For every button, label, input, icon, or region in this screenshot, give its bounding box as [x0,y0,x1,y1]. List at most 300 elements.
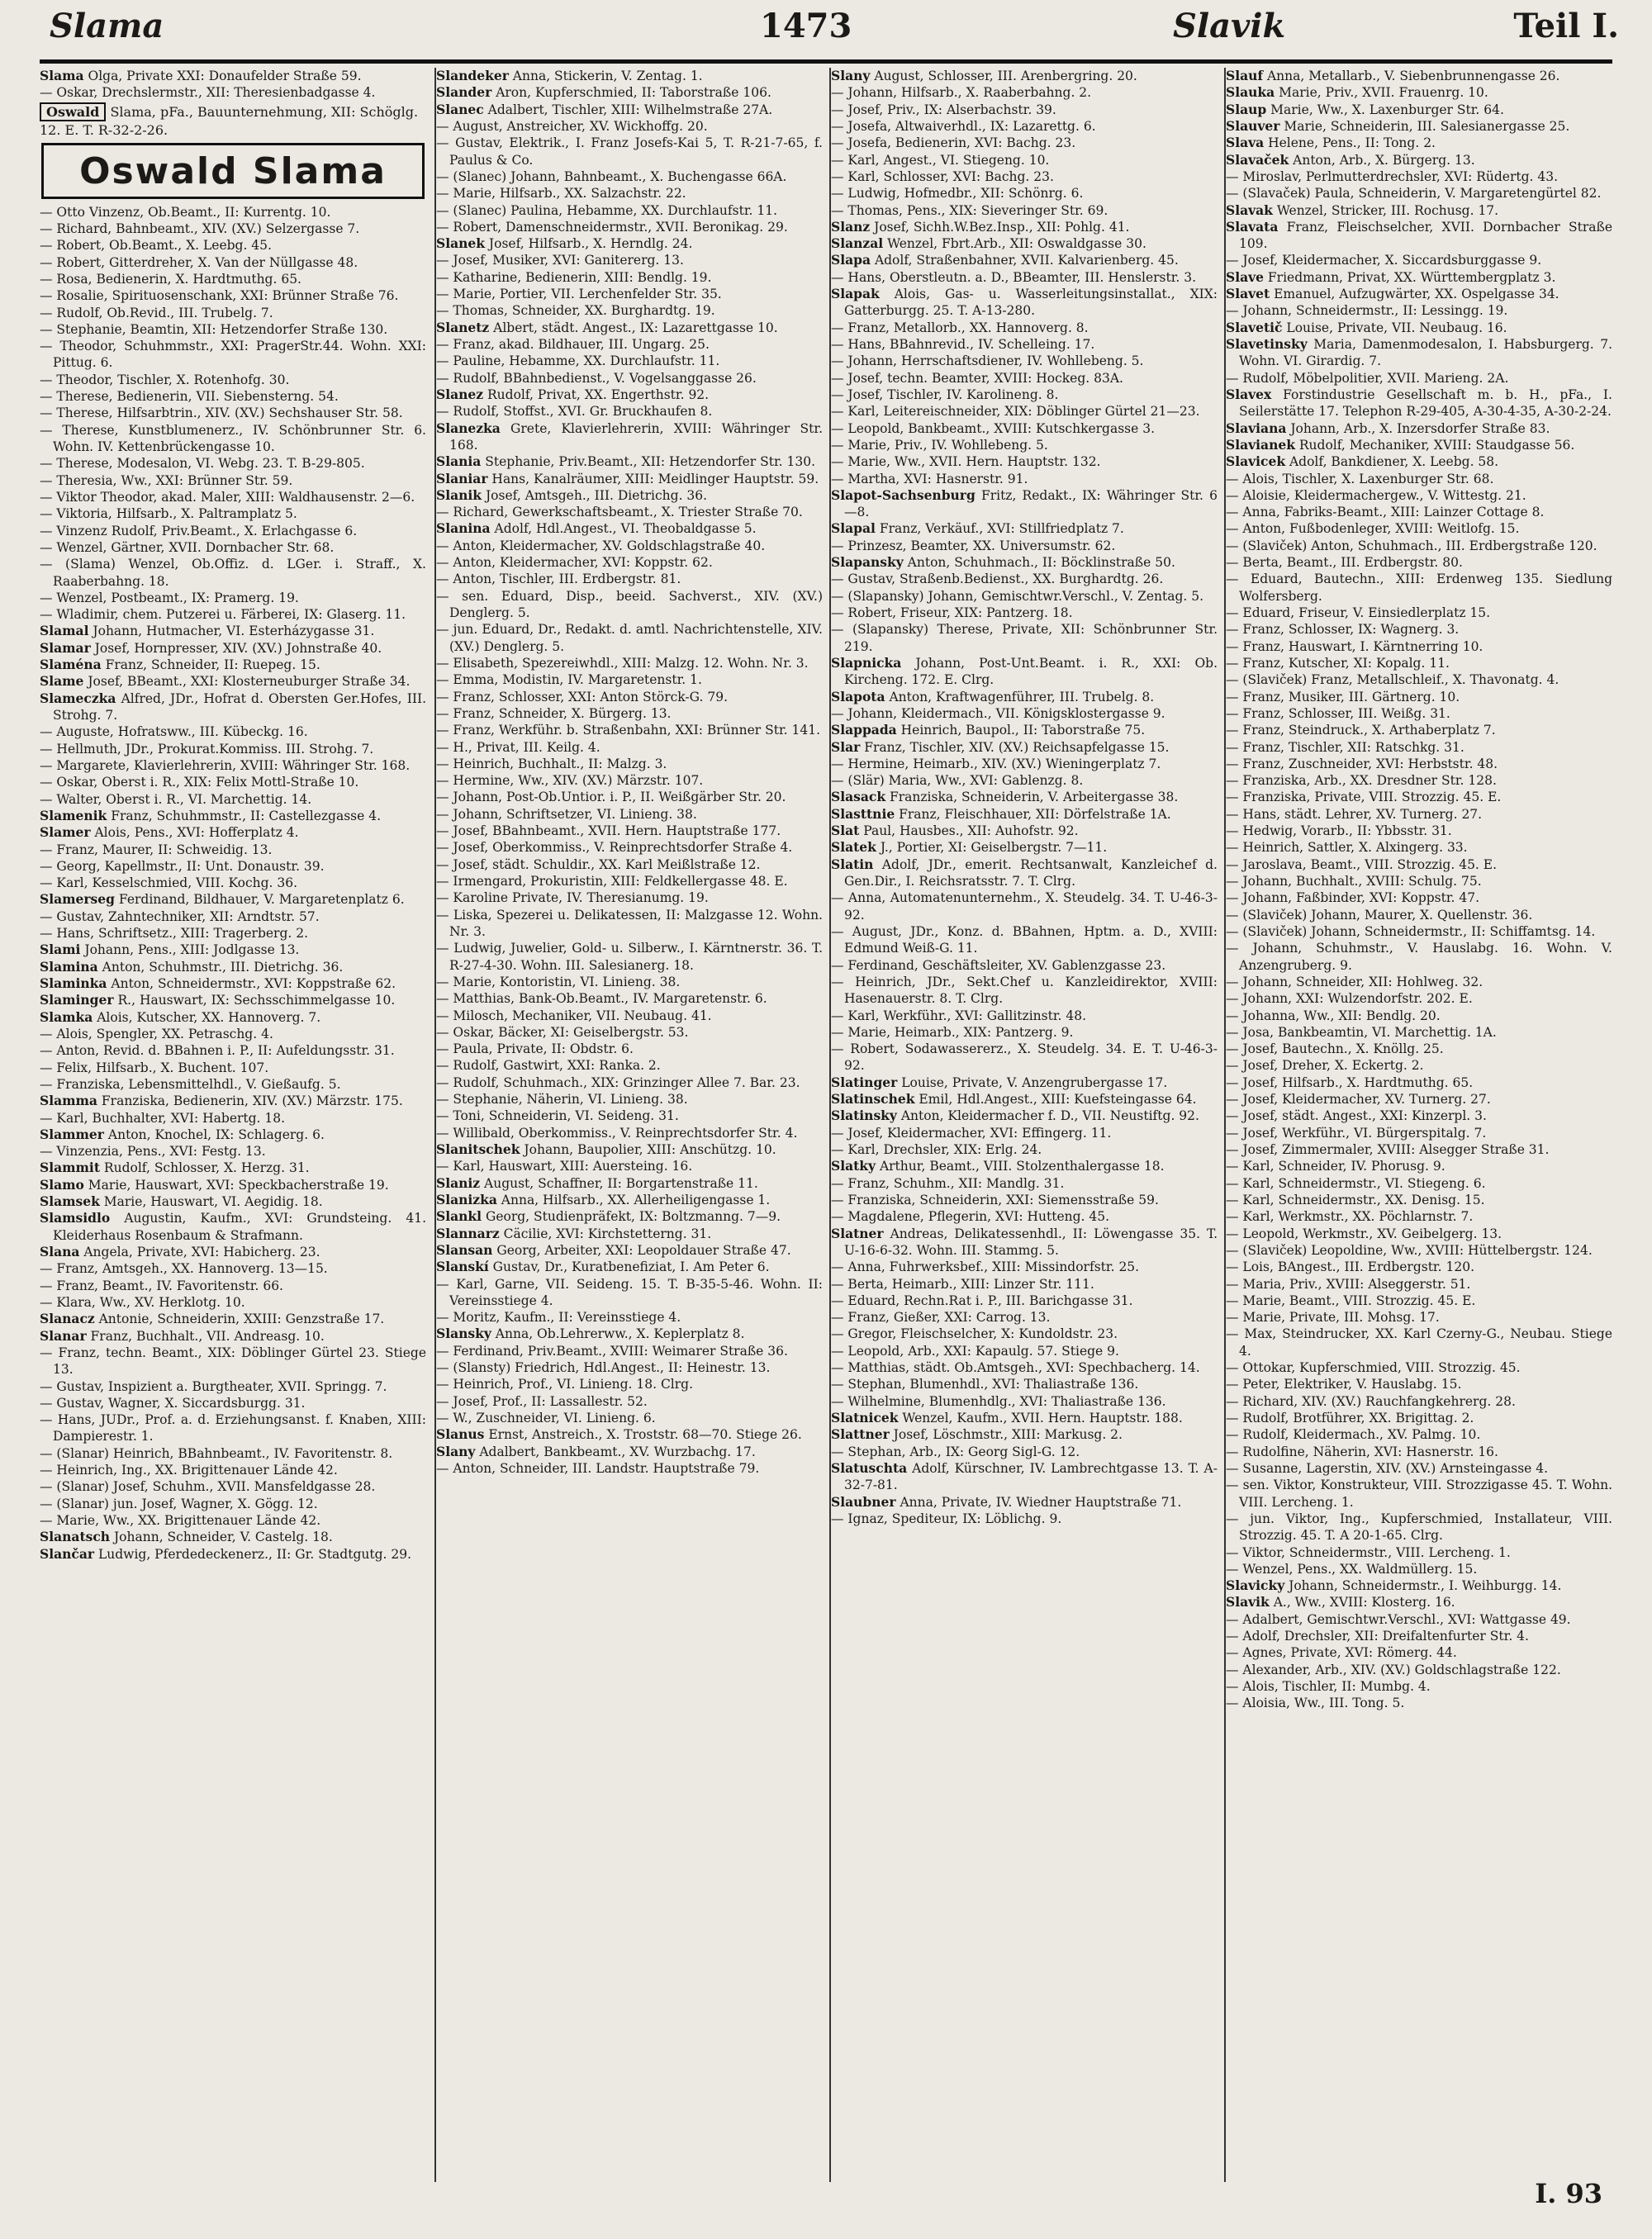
entry-surname: Slamerseg [40,891,115,908]
directory-entry: — Robert, Ob.Beamt., X. Leebg. 45. [40,238,272,254]
directory-entry: — Otto Vinzenz, Ob.Beamt., II: Kurrentg. 10. [40,204,331,220]
directory-entry: Slasttnie Franz, Fleischhauer, XII: Dörfelstraße 1A. [831,805,1171,822]
entry-surname: Slanitschek [436,1141,520,1157]
entry-surname: Slapota [831,688,885,704]
header-rule [40,59,1612,64]
directory-entry: — Franziska, Schneiderin, XXI: Siemensstraße 59. [831,1192,1159,1207]
directory-entry: Slaviana Johann, Arb., X. Inzersdorfer Straße 83. [1226,420,1550,436]
directory-entry: — Franz, Gießer, XXI: Carrog. 13. [831,1310,1051,1326]
entry-surname: Slavicek [1226,453,1286,470]
entry-surname: Slatinsky [831,1108,897,1124]
directory-entry: — Ferdinand, Priv.Beamt., XVIII: Weimarer Straße 36. [436,1343,788,1359]
directory-entry: — Hermine, Ww., XIV. (XV.) Märzstr. 107. [436,773,704,789]
directory-entry: — Wenzel, Pens., XX. Waldmüllerg. 15. [1226,1561,1478,1577]
entry-surname: Slander [436,84,492,101]
directory-entry: — Elisabeth, Spezereiwhdl., XIII: Malzg. 12. Wohn. Nr. 3. [436,655,809,671]
directory-entry: — Paula, Private, II: Obdstr. 6. [436,1041,634,1057]
entry-surname: Slavianek [1226,436,1295,453]
directory-entry: Slanina Adolf, Hdl.Angest., VI. Theobaldgasse 5. [436,520,757,537]
directory-entry: — Karoline Private, IV. Theresianumg. 19. [436,890,709,906]
entry-surname: Slauver [1226,117,1280,134]
directory-entry: — Josef, Kleidermacher, XVI: Effingerg. 11. [831,1125,1112,1141]
directory-entry: — Anton, Fußbodenleger, XVIII: Weitlofg. 15. [1226,521,1520,537]
entry-surname: Slatuschta [831,1459,908,1476]
directory-entry: — Robert, Sodawassererz., X. Steudelg. 34. E. T. U-46-3-92. [831,1041,1218,1074]
directory-entry: Slansan Georg, Arbeiter, XXI: Leopoldauer Straße 47. [436,1241,791,1258]
directory-entry: — Anna, Fuhrwerksbef., XIII: Missindorfstr. 25. [831,1259,1140,1275]
header-left-keyword: Slama [50,7,164,45]
directory-entry: — Marie, Beamt., VIII. Strozzig. 45. E. [1226,1293,1476,1308]
directory-entry: — Gustav, Straßenb.Bedienst., XX. Burghardtg. 26. [831,572,1164,587]
entry-surname: Slavaček [1226,151,1289,168]
directory-entry: Slavex Forstindustrie Gesellschaft m. b. H., pFa., I. Seilerstätte 17. Telephon R-29-405, A-30-4-35, A-30-2-24. [1226,386,1612,420]
entry-surname: Slavex [1226,386,1272,402]
directory-entry: — Marie, Kontoristin, VI. Linieng. 38. [436,974,681,989]
directory-entry: — Franz, Schuhm., XII: Mandlg. 31. [831,1175,1065,1191]
directory-entry: Slanez Rudolf, Privat, XX. Engerthstr. 92. [436,386,710,402]
entry-surname: Slansky [436,1326,491,1342]
directory-entry: — Lois, BAngest., III. Erdbergstr. 120. [1226,1259,1474,1275]
column-3-entries [831,68,1218,1527]
directory-entry: Slany Adalbert, Bankbeamt., XV. Wurzbachg. 17. [436,1443,756,1459]
directory-entry: — Martha, XVI: Hasnerstr. 91. [831,471,1028,486]
column-4 [1224,68,1612,2182]
directory-entry: — Gustav, Wagner, X. Siccardsburgg. 31. [40,1395,306,1411]
directory-entry: — Rudolf, Stoffst., XVI. Gr. Bruckhaufen 8. [436,404,713,420]
directory-entry: — jun. Eduard, Dr., Redakt. d. amtl. Nachrichtenstelle, XIV. (XV.) Denglerg. 5. [436,622,823,654]
entry-surname: Slappada [831,722,897,738]
column-4-entries [1226,68,1612,1712]
directory-entry: — Marie, Ww., XVII. Hern. Hauptstr. 132. [831,454,1101,470]
entry-surname: Slapak [831,286,880,302]
part-label: Teil I. [1513,7,1619,45]
directory-entry: Slamenik Franz, Schuhmmstr., II: Castellezgasse 4. [40,807,382,823]
directory-entry: — Josef, Dreher, X. Eckertg. 2. [1226,1058,1424,1074]
directory-entry: — Margarete, Klavierlehrerin, XVIII: Währinger Str. 168. [40,757,411,773]
directory-entry: — Hans, JUDr., Prof. a. d. Erziehungsanst. f. Knaben, XIII: Dampierestr. 1. [40,1412,426,1444]
directory-entry: — Agnes, Private, XVI: Römerg. 44. [1226,1645,1457,1661]
directory-entry: — Gustav, Elektrik., I. Franz Josefs-Kai 5, T. R-21-7-65, f. Paulus & Co. [436,135,823,168]
directory-entry: — Hans, BBahnrevid., IV. Schelleing. 17. [831,337,1095,352]
directory-columns [40,68,1612,2182]
directory-entry: Slar Franz, Tischler, XIV. (XV.) Reichsapfelgasse 15. [831,738,1170,755]
entry-surname: Slavata [1226,218,1279,235]
directory-entry: — Karl, Buchhalter, XVI: Habertg. 18. [40,1110,286,1126]
directory-entry: — Franz, techn. Beamt., XIX: Döblinger Gürtel 23. Stiege 13. [40,1345,426,1378]
entry-surname: Slanina [436,520,491,537]
directory-entry: — Toni, Schneiderin, VI. Seideng. 31. [436,1108,679,1124]
directory-entry: — Rudolf, Kleidermach., XV. Palmg. 10. [1226,1427,1481,1443]
directory-entry: — Theodor, Tischler, X. Rotenhofg. 30. [40,372,290,387]
directory-entry: — Vinzenzia, Pens., XVI: Festg. 13. [40,1144,266,1160]
directory-entry: — Leopold, Bankbeamt., XVIII: Kutschkergasse 3. [831,420,1156,436]
advertisement-box [41,143,425,199]
directory-entry: Slamsidlo Augustin, Kaufm., XVI: Grundsteing. 41. Kleiderhaus Rosenbaum & Strafmann. [40,1210,426,1243]
column-1-entries [40,204,426,1563]
entry-surname: Slankl [436,1208,482,1225]
entry-surname: Slany [436,1443,476,1459]
directory-entry: — Karl, Garne, VII. Seideng. 15. T. B-35-5-46. Wohn. II: Vereinsstiege 4. [436,1276,823,1308]
entry-surname: Slatin [831,856,874,872]
entry-surname: Slave [1226,268,1264,285]
directory-entry: — sen. Eduard, Disp., beeid. Sachverst., XIV. (XV.) Denglerg. 5. [436,588,823,620]
directory-entry: — Oskar, Bäcker, XI: Geiselbergstr. 53. [436,1024,689,1040]
directory-entry: — Oskar, Drechslermstr., XII: Theresienbadgasse 4. [40,85,376,101]
directory-entry: — Hans, Oberstleutn. a. D., BBeamter, III. Henslerstr. 3. [831,269,1197,285]
entry-surname: Slatinger [831,1074,898,1090]
directory-entry: — (Slanec) Johann, Bahnbeamt., X. Buchengasse 66A. [436,168,787,184]
entry-surname: Slania [436,453,482,470]
directory-entry: — Wenzel, Postbeamt., IX: Pramerg. 19. [40,590,299,605]
directory-entry: — Richard, Gewerkschaftsbeamt., X. Triester Straße 70. [436,505,803,520]
directory-entry: — Hermine, Heimarb., XIV. (XV.) Wieningerplatz 7. [831,756,1161,771]
directory-entry: — Josef, Zimmermaler, XVIII: Alsegger Straße 31. [1226,1142,1550,1157]
directory-entry: Slami Johann, Pens., XIII: Jodlgasse 13. [40,942,300,958]
directory-entry: — Anna, Automatenunternehm., X. Steudelg. 34. T. U-46-3-92. [831,890,1218,923]
directory-entry: — Peter, Elektriker, V. Hauslabg. 15. [1226,1377,1462,1392]
directory-entry: — Marie, Priv., IV. Wohllebeng. 5. [831,437,1048,453]
directory-entry: — (Slanar) Josef, Schuhm., XVII. Mansfeldgasse 28. [40,1479,376,1495]
column-2 [434,68,823,2182]
directory-entry: — Rudolf, Ob.Revid., III. Trubelg. 7. [40,305,273,320]
entry-surname: Slatky [831,1158,876,1174]
entry-surname: Slasttnie [831,805,895,822]
directory-entry: Slatnicek Wenzel, Kaufm., XVII. Hern. Hauptstr. 188. [831,1410,1183,1425]
directory-entry: — Franziska, Lebensmittelhdl., V. Gießaufg. 5. [40,1076,341,1092]
directory-entry: — Karl, Werkführ., XVI: Gallitzinstr. 48. [831,1008,1087,1023]
entry-surname: Slanacz [40,1311,95,1327]
directory-entry: Slaniar Hans, Kanalräumer, XIII: Meidlinger Hauptstr. 59. [436,470,819,486]
directory-entry: — Karl, Leitereischneider, XIX: Döblinger Gürtel 21—23. [831,404,1200,420]
directory-entry: Slauf Anna, Metallarb., V. Siebenbrunnengasse 26. [1226,68,1560,83]
directory-entry: — Marie, Hilfsarb., XX. Salzachstr. 22. [436,186,686,202]
directory-entry: — Heinrich, JDr., Sekt.Chef u. Kanzleidirektor, XVIII: Hasenauerstr. 8. T. Clrg. [831,974,1218,1007]
directory-entry: — Wilhelmine, Blumenhdlg., XVI: Thaliastraße 136. [831,1393,1166,1409]
entry-surname: Slapansky [831,554,904,571]
directory-entry: Slapa Adolf, Straßenbahner, XVII. Kalvarienberg. 45. [831,252,1179,268]
directory-entry: — Ignaz, Spediteur, IX: Löblichg. 9. [831,1511,1062,1526]
directory-entry: — Josef, Werkführ., VI. Bürgerspitalg. 7. [1226,1125,1487,1141]
entry-surname: Slatner [831,1225,884,1241]
directory-entry: — Heinrich, Buchhalt., II: Malzg. 3. [436,756,667,771]
entry-surname: Slatinschek [831,1091,915,1108]
directory-entry: — Karl, Schneidermstr., XX. Denisg. 15. [1226,1192,1485,1207]
directory-entry: — Franz, Zuschneider, XVI: Herbststr. 48. [1226,756,1498,771]
directory-entry: Slanizka Anna, Hilfsarb., XX. Allerheiligengasse 1. [436,1191,771,1207]
directory-entry: — Stephan, Blumenhdl., XVI: Thaliastraße 136. [831,1377,1139,1392]
directory-entry: Slatinschek Emil, Hdl.Angest., XIII: Kuefsteingasse 64. [831,1091,1197,1108]
directory-entry: — Hans, städt. Lehrer, XV. Turnerg. 27. [1226,806,1483,822]
directory-entry: Slappada Heinrich, Baupol., II: Taborstraße 75. [831,722,1146,738]
directory-entry: Slanik Josef, Amtsgeh., III. Dietrichg. 36. [436,486,708,503]
directory-entry: — Maria, Priv., XVIII: Alseggerstr. 51. [1226,1276,1471,1292]
entry-surname: Slameczka [40,690,116,706]
directory-entry: Slapal Franz, Verkäuf., XVI: Stillfriedplatz 7. [831,520,1124,537]
directory-entry: — Josefa, Altwaiverhdl., IX: Lazarettg. 6. [831,118,1096,134]
directory-entry: Slapansky Anton, Schuhmach., II: Böcklinstraße 50. [831,554,1175,571]
entry-surname: Slatnicek [831,1410,899,1425]
directory-entry: Slammer Anton, Knochel, IX: Schlagerg. 6. [40,1126,325,1142]
directory-entry: — Robert, Damenschneidermstr., XVII. Beronikag. 29. [436,219,788,235]
directory-entry: Slaména Franz, Schneider, II: Ruepeg. 15. [40,657,320,673]
directory-entry: — Anton, Revid. d. BBahnen i. P., II: Aufeldungsstr. 31. [40,1043,395,1059]
directory-entry: — Vinzenz Rudolf, Priv.Beamt., X. Erlachgasse 6. [40,523,358,538]
directory-entry: Slanec Adalbert, Tischler, XIII: Wilhelmstraße 27A. [436,101,773,117]
entry-surname: Slaména [40,657,102,673]
directory-entry: — Marie, Portier, VII. Lerchenfelder Str. 35. [436,287,722,302]
directory-entry: Slamma Franziska, Bedienerin, XIV. (XV.) Märzstr. 175. [40,1093,403,1109]
directory-entry: Slamsek Marie, Hauswart, VI. Aegidig. 18. [40,1193,323,1210]
directory-entry: — Josefa, Bedienerin, XVI: Bachg. 23. [831,135,1076,151]
directory-entry: — Katharine, Bedienerin, XIII: Bendlg. 19. [436,269,712,285]
entry-surname: Slavak [1226,202,1273,218]
directory-entry: — Johann, Schriftsetzer, VI. Linieng. 38. [436,806,697,822]
entry-surname: Slamer [40,824,91,841]
directory-entry: — Heinrich, Prof., VI. Linieng. 18. Clrg. [436,1377,694,1392]
directory-entry: Slasack Franziska, Schneiderin, V. Arbeitergasse 38. [831,789,1179,805]
directory-entry: — Wenzel, Gärtner, XVII. Dornbacher Str. 68. [40,539,335,555]
directory-entry: — Franz, Steindruck., X. Arthaberplatz 7. [1226,723,1496,738]
entry-surname: Slattner [831,1426,890,1443]
entry-surname: Slat [831,823,860,839]
entry-surname: Slasack [831,789,886,805]
directory-entry: — Josef, Bautechn., X. Knöllg. 25. [1226,1041,1444,1057]
directory-entry: Slavata Franz, Fleischselcher, XVII. Dornbacher Straße 109. [1226,218,1612,252]
entry-surname: Slančar [40,1545,95,1562]
directory-entry: — Aloisia, Ww., III. Tong. 5. [1226,1696,1405,1711]
directory-entry: — Jaroslava, Beamt., VIII. Strozzig. 45. E. [1226,856,1498,872]
entry-surname: Slanskí [436,1259,489,1275]
directory-entry: Slamal Johann, Hutmacher, VI. Esterházygasse 31. [40,623,375,639]
directory-entry: Slavet Emanuel, Aufzugwärter, XX. Ospelgasse 34. [1226,286,1559,302]
directory-entry: Slančar Ludwig, Pferdedeckenerz., II: Gr. Stadtgutg. 29. [40,1545,412,1562]
entry-surname: Slanatsch [40,1529,111,1545]
directory-entry: Slamina Anton, Schuhmstr., III. Dietrichg. 36. [40,958,344,975]
directory-entry: — Rudolf, Schuhmach., XIX: Grinzinger Allee 7. Bar. 23. [436,1074,800,1090]
entry-surname: Slar [831,738,861,755]
directory-entry: — August, JDr., Konz. d. BBahnen, Hptm. a. D., XVIII: Edmund Weiß-G. 11. [831,923,1218,956]
entry-surname: Slanizka [436,1191,497,1207]
directory-entry: — Anton, Kleidermacher, XVI: Koppstr. 62. [436,555,713,571]
directory-entry: Slava Helene, Pens., II: Tong. 2. [1226,135,1436,151]
directory-entry: — Rudolf, Möbelpolitier, XVII. Marieng. 2A. [1226,370,1509,386]
directory-entry: — Richard, Bahnbeamt., XIV. (XV.) Selzergasse 7. [40,221,360,236]
directory-entry: — Karl, Schneidermstr., VI. Stiegeng. 6. [1226,1175,1486,1191]
entry-surname: Slavetinsky [1226,336,1308,352]
header-right-keyword: Slavik [1173,7,1286,45]
directory-entry: Slapota Anton, Kraftwagenführer, III. Trubelg. 8. [831,688,1155,704]
entry-surname: Slamka [40,1008,93,1025]
directory-entry: Slanz Josef, Sichh.W.Bez.Insp., XII: Pohlg. 41. [831,218,1130,235]
directory-entry: — Karl, Schneider, IV. Phorusg. 9. [1226,1159,1446,1174]
directory-entry: — Ludwig, Hofmedbr., XII: Schönrg. 6. [831,186,1084,202]
directory-entry: — Thomas, Schneider, XX. Burghardtg. 19. [436,303,715,319]
directory-entry: — Walter, Oberst i. R., VI. Marchettig. 14. [40,791,312,807]
entry-surname: Slatek [831,839,876,856]
directory-entry: — Karl, Angest., VI. Stiegeng. 10. [831,152,1050,168]
directory-entry: — (Slaviček) Franz, Metallschleif., X. Thavonatg. 4. [1226,672,1559,688]
entry-surname: Slaniz [436,1174,481,1191]
directory-entry: Slapnicka Johann, Post-Unt.Beamt. i. R., XXI: Ob. Kircheng. 172. E. Clrg. [831,654,1218,688]
directory-entry: — Johann, XXI: Wulzendorfstr. 202. E. [1226,991,1473,1007]
entry-surname: Slanez [436,386,484,402]
directory-entry: Slave Friedmann, Privat, XX. Württembergplatz 3. [1226,268,1556,285]
directory-entry: Slany August, Schlosser, III. Arenbergring. 20. [831,68,1137,83]
directory-entry: Slatinger Louise, Private, V. Anzengrubergasse 17. [831,1074,1168,1090]
entry-surname: Slaup [1226,101,1267,117]
entry-surname: Slavetič [1226,319,1283,335]
directory-entry: — (Slär) Maria, Ww., XVI: Gablenzg. 8. [831,773,1084,789]
entry-surname: Slany [831,68,871,83]
directory-entry: Slannarz Cäcilie, XVI: Kirchstetterng. 31. [436,1225,712,1241]
directory-entry: — Johann, Schuhmstr., V. Hauslabg. 16. Wohn. V. Anzengruberg. 9. [1226,941,1612,973]
directory-entry: Slandeker Anna, Stickerin, V. Zentag. 1. [436,68,703,83]
directory-entry: Slania Stephanie, Priv.Beamt., XII: Hetzendorfer Str. 130. [436,453,816,470]
directory-entry: — Anton, Kleidermacher, XV. Goldschlagstraße 40. [436,538,766,553]
page-reference: I. 93 [1535,2178,1602,2209]
directory-entry: — Adolf, Drechsler, XII: Dreifaltenfurter Str. 4. [1226,1629,1529,1644]
directory-entry: Slavetič Louise, Private, VII. Neubaug. 16. [1226,319,1507,335]
directory-entry: — (Slaviček) Leopoldine, Ww., XVIII: Hüttelbergstr. 124. [1226,1242,1593,1258]
directory-entry: Slanatsch Johann, Schneider, V. Castelg. 18. [40,1529,333,1545]
directory-entry: Slamerseg Ferdinand, Bildhauer, V. Margaretenplatz 6. [40,891,405,908]
directory-entry: — Franz, Werkführ. b. Straßenbahn, XXI: Brünner Str. 141. [436,723,821,738]
directory-entry: — Marie, Heimarb., XIX: Pantzerg. 9. [831,1024,1074,1040]
entry-surname: Slansan [436,1241,493,1258]
directory-entry: — Stephan, Arb., IX: Georg Sigl-G. 12. [831,1444,1080,1459]
directory-entry: Slavaček Anton, Arb., X. Bürgerg. 13. [1226,151,1475,168]
entry-surname: Slame [40,673,84,690]
directory-entry: Slanek Josef, Hilfsarb., X. Herndlg. 24. [436,235,693,252]
directory-entry: — (Slanec) Paulina, Hebamme, XX. Durchlaufstr. 11. [436,202,778,218]
directory-entry: Slanar Franz, Buchhalt., VII. Andreasg. 10. [40,1327,325,1344]
directory-entry: — Johann, Buchhalt., XVIII: Schulg. 75. [1226,874,1482,889]
directory-entry: — Gustav, Zahntechniker, XII: Arndtstr. 57. [40,908,320,924]
directory-entry: — (Slaviček) Anton, Schuhmach., III. Erdbergstraße 120. [1226,538,1597,553]
column-1-entries-top [40,68,426,102]
directory-entry: — Eduard, Bautechn., XIII: Erdenweg 135. Siedlung Wolfersberg. [1226,572,1612,604]
directory-entry: Slanetz Albert, städt. Angest., IX: Lazarettgasse 10. [436,319,778,335]
directory-entry: — Eduard, Friseur, V. Einsiedlerplatz 15. [1226,605,1491,620]
entry-surname: Slamsidlo [40,1210,111,1226]
directory-entry: — Leopold, Werkmstr., XV. Geibelgerg. 13. [1226,1226,1502,1241]
directory-entry: — Ferdinand, Geschäftsleiter, XV. Gablenzgasse 23. [831,957,1166,973]
directory-entry: — Anton, Tischler, III. Erdbergstr. 81. [436,572,681,587]
directory-entry: — Heinrich, Ing., XX. Brigittenauer Lände 42. [40,1463,338,1478]
directory-entry: Slatek J., Portier, XI: Geiselbergstr. 7—11. [831,839,1108,856]
directory-entry: — Pauline, Hebamme, XX. Durchlaufstr. 11. [436,353,720,369]
directory-entry: — Susanne, Lagerstin, XIV. (XV.) Arnsteingasse 4. [1226,1460,1549,1476]
entry-surname: Slana [40,1244,80,1259]
directory-entry: — Anton, Schneider, III. Landstr. Hauptstraße 79. [436,1460,760,1476]
directory-entry: — (Slaviček) Johann, Schneidermstr., II: Schiffamtsg. 14. [1226,923,1596,939]
directory-entry: — Eduard, Rechn.Rat i. P., III. Barichgasse 31. [831,1293,1133,1308]
directory-entry: Slaminger R., Hauswart, IX: Sechsschimmelgasse 10. [40,992,396,1008]
entry-surname: Slamsek [40,1193,100,1210]
directory-entry: — (Slansty) Friedrich, Hdl.Angest., II: Heinestr. 13. [436,1360,771,1376]
directory-entry: Slameczka Alfred, JDr., Hofrat d. Obersten Ger.Hofes, III. Strohg. 7. [40,690,426,723]
directory-entry: — Magdalene, Pflegerin, XVI: Hutteng. 45. [831,1209,1110,1225]
directory-entry: — Viktor Theodor, akad. Maler, XIII: Waldhausenstr. 2—6. [40,489,415,505]
directory-entry: Slavetinsky Maria, Damenmodesalon, I. Habsburgerg. 7. Wohn. VI. Girardig. 7. [1226,336,1612,369]
entry-surname: Slanetz [436,319,490,335]
directory-entry: Slavik A., Ww., XVIII: Klosterg. 16. [1226,1594,1455,1610]
advertiser-entry [40,103,426,140]
directory-entry: — Berta, Beamt., III. Erdbergstr. 80. [1226,555,1463,571]
directory-entry: Slapot-Sachsenburg Fritz, Redakt., IX: Währinger Str. 6—8. [831,486,1218,520]
entry-surname: Slannarz [436,1225,500,1241]
directory-entry: — Stephanie, Näherin, VI. Linieng. 38. [436,1092,688,1108]
directory-entry: — Hellmuth, JDr., Prokurat.Kommiss. III. Strohg. 7. [40,741,374,757]
directory-entry: — Josef, Musiker, XVI: Ganitererg. 13. [436,253,684,268]
directory-entry: Slame Josef, BBeamt., XXI: Klosterneuburger Straße 34. [40,673,411,690]
directory-entry: — Alois, Tischler, X. Laxenburger Str. 68. [1226,471,1494,486]
entry-surname: Slauf [1226,68,1264,83]
advertisement-text: Oswald Slama [79,149,387,192]
directory-entry: — August, Anstreicher, XV. Wickhoffg. 20. [436,118,708,134]
entry-surname: Slaubner [831,1493,896,1510]
column-1 [40,68,426,2182]
directory-entry: — (Slavaček) Paula, Schneiderin, V. Margaretengürtel 82. [1226,186,1602,202]
directory-entry: — Franz, Schlosser, IX: Wagnerg. 3. [1226,622,1460,638]
directory-entry: — Aloisie, Kleidermachergew., V. Wittestg. 21. [1226,487,1526,503]
advertiser-name-boxed: Oswald [40,102,106,121]
directory-entry: Slauka Marie, Priv., XVII. Frauenrg. 10. [1226,84,1488,101]
directory-entry: — Karl, Werkmstr., XX. Pöchlarnstr. 7. [1226,1209,1474,1225]
directory-entry: — Ottokar, Kupferschmied, VIII. Strozzig. 45. [1226,1360,1521,1376]
directory-entry: — Richard, XIV. (XV.) Rauchfangkehrerg. 28. [1226,1393,1516,1409]
directory-entry: — (Slapansky) Johann, Gemischtwr.Verschl., V. Zentag. 5. [831,588,1204,604]
directory-entry: — Franz, Beamt., IV. Favoritenstr. 66. [40,1278,283,1293]
entry-surname: Slava [1226,135,1265,151]
directory-entry: Slanezka Grete, Klavierlehrerin, XVIII: Währinger Str. 168. [436,420,823,453]
directory-entry: — Liska, Spezerei u. Delikatessen, II: Malzgasse 12. Wohn. Nr. 3. [436,907,823,939]
directory-entry: — Viktor, Schneidermstr., VIII. Lercheng. 1. [1226,1544,1511,1560]
entry-surname: Slanz [831,218,871,235]
directory-entry: — Ludwig, Juwelier, Gold- u. Silberw., I. Kärntnerstr. 36. T. R-27-4-30. Wohn. III. Salesianerg. 18. [436,941,823,973]
directory-entry: — Franz, Schneider, X. Bürgerg. 13. [436,705,672,721]
directory-entry: — Johann, Post-Ob.Untior. i. P., II. Weißgärber Str. 20. [436,790,786,805]
column-3 [829,68,1218,2182]
directory-entry: — Klara, Ww., XV. Herklotg. 10. [40,1294,245,1310]
directory-entry: — Gustav, Inspizient a. Burgtheater, XVII. Springg. 7. [40,1378,387,1394]
entry-surname: Slamar [40,639,91,656]
directory-entry: Slavicek Adolf, Bankdiener, X. Leebg. 58. [1226,453,1499,470]
directory-entry: — Franziska, Private, VIII. Strozzig. 45. E. [1226,790,1502,805]
entry-surname: Slanek [436,235,485,252]
directory-entry: Slauver Marie, Schneiderin, III. Salesianergasse 25. [1226,117,1570,134]
directory-entry: — Johann, Schneider, XII: Hohlweg. 32. [1226,974,1483,989]
entry-surname: Slapnicka [831,654,902,671]
directory-entry: — jun. Viktor, Ing., Kupferschmied, Installateur, VIII. Strozzig. 45. T. A 20-1-65. Clrg. [1226,1511,1612,1544]
advertiser-details: Slama, pFa., Bauunternehmung, XII: Schöglg. 12. E. T. R-32-2-26. [40,103,419,138]
directory-entry: — Hans, Schriftsetz., XIII: Tragerberg. 2. [40,926,309,942]
entry-surname: Slanar [40,1327,87,1344]
directory-entry: — Oskar, Oberst i. R., XIX: Felix Mottl-Straße 10. [40,775,359,790]
directory-entry: — Milosch, Mechaniker, VII. Neubaug. 41. [436,1008,712,1023]
directory-entry: Slander Aron, Kupferschmied, II: Taborstraße 106. [436,84,771,101]
directory-entry: Slattner Josef, Löschmstr., XIII: Markusg. 2. [831,1426,1123,1443]
directory-entry: — Josef, techn. Beamter, XVIII: Hockeg. 83A. [831,370,1123,386]
directory-entry: Slammit Rudolf, Schlosser, X. Herzg. 31. [40,1160,310,1176]
directory-entry: — Willibald, Oberkommiss., V. Reinprechtsdorfer Str. 4. [436,1125,798,1141]
directory-entry: — Josef, Prof., II: Lassallestr. 52. [436,1393,648,1409]
column-2-entries [436,68,823,1477]
directory-entry: — Robert, Gitterdreher, X. Van der Nüllgasse 48. [40,254,358,270]
entry-surname: Slami [40,942,81,958]
directory-entry: — Berta, Heimarb., XIII: Linzer Str. 111. [831,1276,1094,1292]
directory-entry: — Gregor, Fleischselcher, X: Kundoldstr. 23. [831,1326,1118,1342]
